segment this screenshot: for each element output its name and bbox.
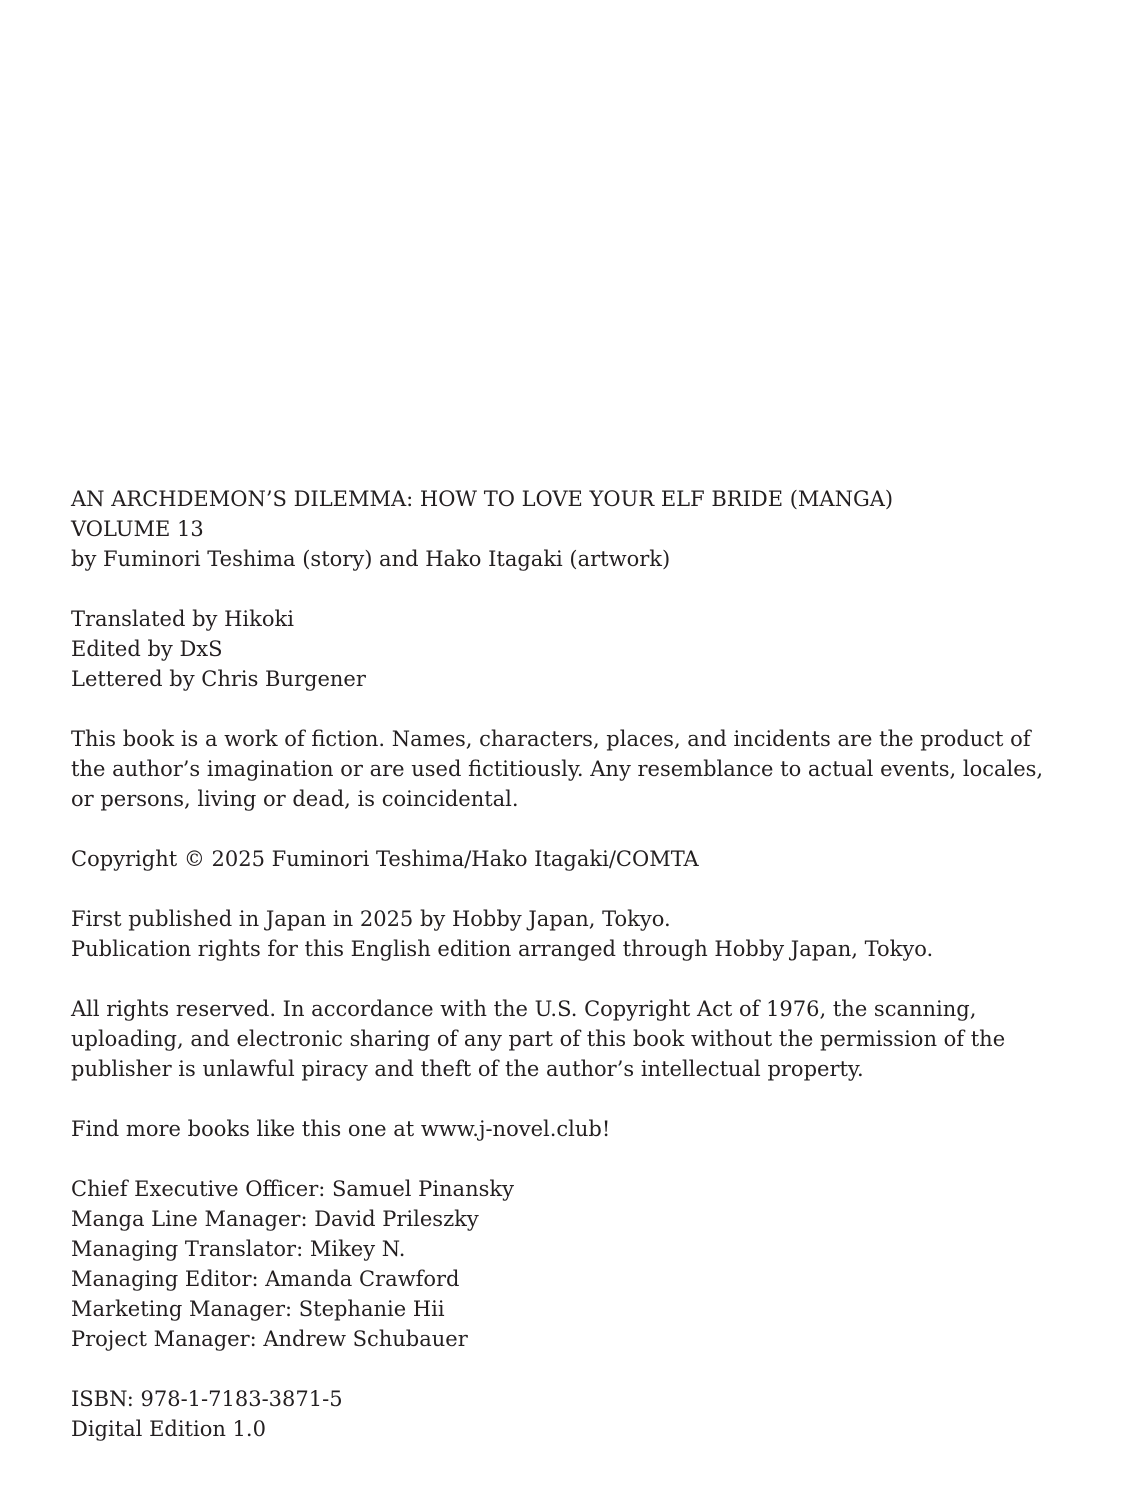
publication-line: Publication rights for this English edition arranged through Hobby Japan, Tokyo. <box>71 937 934 961</box>
staff-line-manga-line-manager: Manga Line Manager: David Prileszky <box>71 1207 479 1231</box>
publication-block <box>71 904 1071 964</box>
title-block <box>71 484 1071 574</box>
find-more-block <box>71 1114 1071 1144</box>
copyright-block <box>71 844 1071 874</box>
rights-line: All rights reserved. In accordance with the U.S. Copyright Act of 1976, the scanning, <box>71 997 977 1021</box>
fiction-notice <box>71 724 1071 814</box>
editor-credit: Edited by DxS <box>71 637 223 661</box>
isbn-line: ISBN: 978-1-7183-3871-5 <box>71 1387 343 1411</box>
rights-block <box>71 994 1071 1084</box>
rights-line: uploading, and electronic sharing of any part of this book without the permission of the <box>71 1027 1006 1051</box>
isbn-block <box>71 1384 1071 1444</box>
staff-line-managing-editor: Managing Editor: Amanda Crawford <box>71 1267 460 1291</box>
credits-block <box>71 604 1071 694</box>
volume-number: VOLUME 13 <box>71 517 204 541</box>
translator-credit: Translated by Hikoki <box>71 607 294 631</box>
rights-line: publisher is unlawful piracy and theft of the author’s intellectual property. <box>71 1057 864 1081</box>
copyright-page <box>71 484 1071 1474</box>
copyright-line: Copyright © 2025 Fuminori Teshima/Hako Itagaki/COMTA <box>71 847 699 871</box>
letterer-credit: Lettered by Chris Burgener <box>71 667 366 691</box>
fiction-notice-line: This book is a work of fiction. Names, characters, places, and incidents are the product of <box>71 727 1031 751</box>
publication-line: First published in Japan in 2025 by Hobby Japan, Tokyo. <box>71 907 671 931</box>
staff-block <box>71 1174 1071 1354</box>
edition-line: Digital Edition 1.0 <box>71 1417 266 1441</box>
fiction-notice-line: the author’s imagination or are used fictitiously. Any resemblance to actual events, locales, <box>71 757 1044 781</box>
staff-line-ceo: Chief Executive Officer: Samuel Pinansky <box>71 1177 514 1201</box>
fiction-notice-line: or persons, living or dead, is coincidental. <box>71 787 519 811</box>
staff-line-marketing-manager: Marketing Manager: Stephanie Hii <box>71 1297 445 1321</box>
staff-line-project-manager: Project Manager: Andrew Schubauer <box>71 1327 468 1351</box>
find-more-line: Find more books like this one at www.j-novel.club! <box>71 1117 611 1141</box>
byline: by Fuminori Teshima (story) and Hako Itagaki (artwork) <box>71 547 671 571</box>
staff-line-managing-translator: Managing Translator: Mikey N. <box>71 1237 406 1261</box>
book-title: AN ARCHDEMON’S DILEMMA: HOW TO LOVE YOUR ELF BRIDE (MANGA) <box>71 487 894 511</box>
